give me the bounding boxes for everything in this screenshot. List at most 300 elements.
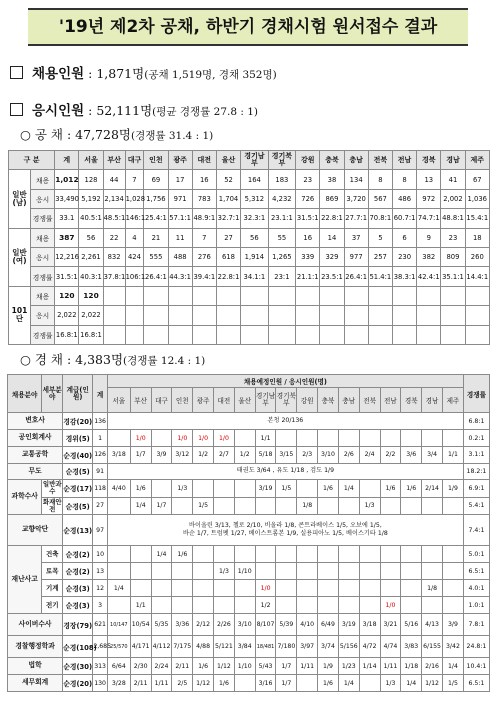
merged-detail-cell	[107, 413, 463, 430]
table-cell	[168, 306, 192, 325]
table-cell	[320, 306, 344, 325]
region-cell: 1/7	[151, 497, 172, 515]
row-label: 경쟁률	[31, 267, 55, 286]
table-row	[8, 413, 490, 430]
region-cell: 1/6	[318, 480, 339, 498]
region-cell	[234, 430, 255, 447]
field-cell: 변호사	[8, 413, 63, 430]
table-cell	[392, 286, 416, 305]
table-cell	[216, 306, 240, 325]
total-cell: 97	[93, 515, 108, 546]
region-cell: 1/6	[401, 480, 422, 498]
table-cell: 44.3:1	[168, 267, 192, 286]
region-cell	[401, 563, 422, 580]
table-cell: 48.5:1	[103, 209, 125, 228]
ratio-cell: 3.1:1	[463, 447, 489, 464]
recruit-value: 1,871명	[96, 66, 145, 81]
region-cell: 2/30	[130, 658, 151, 675]
table-cell: 134	[344, 170, 368, 189]
region-cell: 1/9	[442, 480, 463, 498]
region-cell	[234, 597, 255, 614]
rank-cell: 순경(17)	[63, 480, 93, 498]
region-cell: 5/156	[338, 636, 359, 658]
ratio-cell: 6.8:1	[463, 413, 489, 430]
table-cell: 7	[125, 170, 144, 189]
row-label: 경쟁률	[31, 325, 55, 344]
region-cell	[380, 563, 401, 580]
region-cell: 10/147	[107, 614, 130, 636]
region-cell	[151, 563, 172, 580]
public-summary	[20, 125, 213, 143]
table-cell	[296, 325, 320, 344]
region-cell: 8/107	[255, 614, 276, 636]
region-cell	[130, 563, 151, 580]
region-cell	[172, 580, 193, 597]
subfield-cell: 토목	[42, 563, 63, 580]
table-row	[9, 286, 490, 305]
table-row	[8, 658, 490, 675]
region-cell	[380, 430, 401, 447]
table-cell: 48.9:1	[192, 209, 216, 228]
region-cell	[318, 497, 339, 515]
region-cell	[338, 580, 359, 597]
table-cell: 16	[296, 228, 320, 247]
region-cell	[318, 563, 339, 580]
region-cell: 1/18	[401, 658, 422, 675]
region-cell	[318, 597, 339, 614]
region-cell: 1/0	[193, 430, 214, 447]
region-cell: 4/10	[297, 614, 318, 636]
region-cell: 2/26	[214, 614, 235, 636]
region-cell	[214, 497, 235, 515]
region-cell: 1/4	[338, 675, 359, 692]
region-cell: 6/49	[318, 614, 339, 636]
table-cell: 15.4:1	[465, 209, 489, 228]
region-header-cell: 강원	[297, 388, 318, 413]
table-cell: 56	[241, 228, 269, 247]
public-detail: (경쟁률 31.4 : 1)	[130, 130, 214, 142]
region-cell: 1/12	[214, 658, 235, 675]
region-cell	[193, 580, 214, 597]
field-cell: 법학	[8, 658, 63, 675]
table-cell: 8	[368, 170, 392, 189]
document-title: '19년 제2차 공채, 하반기 경채시험 원서접수 결과	[58, 17, 438, 37]
table-cell: 17	[168, 170, 192, 189]
region-cell: 1/0	[255, 580, 276, 597]
table-cell: 38.3:1	[392, 267, 416, 286]
rank-cell: 순경(3)	[63, 580, 93, 597]
table-row	[8, 515, 490, 546]
table-cell: 6	[392, 228, 416, 247]
rank-cell: 경장(79)	[63, 614, 93, 636]
table-cell: 977	[344, 247, 368, 266]
table-cell: 567	[368, 189, 392, 208]
table-cell	[103, 325, 125, 344]
table-cell	[268, 306, 296, 325]
region-cell	[442, 563, 463, 580]
region-header-cell: 울산	[234, 388, 255, 413]
table-row	[8, 636, 490, 658]
table-cell: 32.3:1	[241, 209, 269, 228]
checkbox-square-icon	[10, 103, 23, 116]
region-cell: 3/9	[151, 447, 172, 464]
table-cell: 40.5:1	[79, 209, 103, 228]
table-cell: 48.8:1	[441, 209, 465, 228]
table-cell: 11	[168, 228, 192, 247]
recruit-label: 채용인원	[32, 66, 85, 82]
table-cell: 120	[55, 286, 79, 305]
region-cell	[318, 580, 339, 597]
table-cell: 74.7:1	[417, 209, 441, 228]
table-cell	[320, 286, 344, 305]
region-cell	[234, 497, 255, 515]
region-cell: 5/43	[255, 658, 276, 675]
region-cell: 7/180	[276, 636, 297, 658]
table-cell	[168, 286, 192, 305]
table-cell: 14.4:1	[465, 267, 489, 286]
table-cell: 41	[441, 170, 465, 189]
table-cell: 69	[144, 170, 168, 189]
region-cell: 3/4	[422, 447, 443, 464]
region-cell	[359, 675, 380, 692]
merged-detail-line: 바이올린 3/13, 첼로 2/10, 비올라 1/8, 콘트라베이스 1/5, 오보에 1/5,	[189, 521, 382, 529]
field-cell: 공인회계사	[8, 430, 63, 447]
region-cell: 6/64	[107, 658, 130, 675]
table-cell: 618	[216, 247, 240, 266]
table-cell: 14	[320, 228, 344, 247]
subfield-cell: 기계	[42, 580, 63, 597]
table-cell: 21	[144, 228, 168, 247]
table-cell	[368, 286, 392, 305]
region-cell: 10/54	[130, 614, 151, 636]
table-cell	[268, 286, 296, 305]
header-cell: 대전	[192, 151, 216, 170]
region-cell: 25/570	[107, 636, 130, 658]
region-cell: 3/16	[255, 675, 276, 692]
table-cell: 22.8:1	[320, 209, 344, 228]
rank-cell: 경위(5)	[63, 430, 93, 447]
region-cell: 1/6	[214, 675, 235, 692]
table-header-row	[9, 151, 490, 170]
region-cell: 1/3	[380, 675, 401, 692]
header-cell: 대구	[125, 151, 144, 170]
region-cell	[297, 675, 318, 692]
table-cell: 424	[125, 247, 144, 266]
region-cell	[442, 597, 463, 614]
table-cell	[144, 306, 168, 325]
rank-cell: 경감(20)	[63, 413, 93, 430]
region-header-cell: 경기북부	[276, 388, 297, 413]
rank-cell: 순경(108)	[63, 636, 93, 658]
table-cell	[441, 325, 465, 344]
table-cell: 23	[296, 170, 320, 189]
region-cell: 1/2	[255, 597, 276, 614]
region-cell: 1/0	[130, 430, 151, 447]
header-cell: 경북	[417, 151, 441, 170]
total-cell: 91	[93, 463, 108, 480]
ratio-cell: 10.4:1	[463, 658, 489, 675]
row-label: 응시	[31, 247, 55, 266]
header-cell: 채용분야	[8, 375, 42, 413]
table-cell: 52	[216, 170, 240, 189]
group-label: 101단	[9, 286, 31, 344]
table-cell: 23	[441, 228, 465, 247]
table-row	[9, 209, 490, 228]
table-cell: 40.3:1	[79, 267, 103, 286]
table-cell	[441, 306, 465, 325]
table-cell	[465, 325, 489, 344]
table-row	[8, 563, 490, 580]
region-cell	[422, 563, 443, 580]
region-cell: 1/11	[297, 658, 318, 675]
region-cell: 1/5	[193, 497, 214, 515]
region-cell: 1/11	[151, 675, 172, 692]
region-cell	[359, 597, 380, 614]
region-cell: 2/3	[297, 447, 318, 464]
table-cell: 56	[79, 228, 103, 247]
table-cell: 2,002	[441, 189, 465, 208]
region-cell: 3/19	[255, 480, 276, 498]
region-cell	[214, 546, 235, 563]
ratio-cell: 24.8:1	[463, 636, 489, 658]
total-cell: 130	[93, 675, 108, 692]
recruit-summary: 채용인원 : 1,871명(공채 1,519명, 경채 352명)	[10, 62, 277, 82]
total-cell: 13	[93, 563, 108, 580]
table-cell	[241, 325, 269, 344]
table-cell: 971	[168, 189, 192, 208]
header-cell: 세부분야	[42, 375, 63, 413]
region-cell	[151, 480, 172, 498]
region-cell: 4/13	[422, 614, 443, 636]
region-cell: 3/18	[359, 614, 380, 636]
total-cell: 313	[93, 658, 108, 675]
table-cell	[192, 306, 216, 325]
table-cell	[216, 286, 240, 305]
region-cell: 1/6	[380, 480, 401, 498]
region-cell: 1/12	[422, 675, 443, 692]
region-cell	[172, 497, 193, 515]
region-cell	[234, 675, 255, 692]
region-cell	[276, 546, 297, 563]
table-cell: 230	[392, 247, 416, 266]
table-row	[8, 430, 490, 447]
region-cell: 3/84	[234, 636, 255, 658]
table-cell: 12,216	[55, 247, 79, 266]
region-cell: 3/19	[338, 614, 359, 636]
region-cell	[359, 580, 380, 597]
table-cell	[144, 325, 168, 344]
table-row	[8, 675, 490, 692]
region-cell	[107, 597, 130, 614]
region-cell: 3/21	[380, 614, 401, 636]
region-header-cell: 부산	[130, 388, 151, 413]
region-cell: 1/5	[276, 480, 297, 498]
table-row	[9, 267, 490, 286]
region-cell: 1/8	[297, 497, 318, 515]
region-cell: 3/10	[318, 447, 339, 464]
table-row	[8, 447, 490, 464]
table-row	[9, 189, 490, 208]
region-cell	[193, 546, 214, 563]
rank-cell: 순경(30)	[63, 658, 93, 675]
table-cell: 1,756	[144, 189, 168, 208]
region-cell: 2/16	[422, 658, 443, 675]
table-header-row	[8, 375, 490, 388]
table-cell: 22	[103, 228, 125, 247]
region-header-cell: 대전	[214, 388, 235, 413]
merged-detail-cell	[107, 515, 463, 546]
table-cell: 7	[192, 228, 216, 247]
region-cell	[338, 563, 359, 580]
table-cell: 183	[268, 170, 296, 189]
region-cell	[297, 430, 318, 447]
region-cell: 2/5	[172, 675, 193, 692]
region-header-cell: 대구	[151, 388, 172, 413]
total-cell: 136	[93, 413, 108, 430]
field-cell: 교통공학	[8, 447, 63, 464]
table-cell: 3,720	[344, 189, 368, 208]
region-cell: 18/481	[255, 636, 276, 658]
region-cell	[422, 430, 443, 447]
table-cell: 5	[368, 228, 392, 247]
table-cell: 33,490	[55, 189, 79, 208]
table-cell	[268, 325, 296, 344]
total-cell: 2,685	[93, 636, 108, 658]
table-cell: 382	[417, 247, 441, 266]
header-cell: 계	[93, 375, 108, 413]
table-cell: 55	[268, 228, 296, 247]
table-cell: 260	[465, 247, 489, 266]
total-cell: 3	[93, 597, 108, 614]
region-cell: 2/24	[151, 658, 172, 675]
header-cell: 채용예정인원 / 응시인원(명)	[107, 375, 463, 388]
region-cell	[297, 480, 318, 498]
region-cell: 3/36	[172, 614, 193, 636]
rank-cell: 순경(40)	[63, 447, 93, 464]
ratio-cell: 1.0:1	[463, 597, 489, 614]
table-cell	[192, 286, 216, 305]
region-header-cell: 충남	[338, 388, 359, 413]
region-cell	[214, 597, 235, 614]
region-cell: 1/6	[193, 658, 214, 675]
region-header-cell: 전북	[359, 388, 380, 413]
field-cell: 과학수사	[8, 480, 42, 515]
merged-detail-cell	[107, 463, 463, 480]
table-cell: 32.7:1	[216, 209, 240, 228]
region-cell	[151, 597, 172, 614]
region-cell	[318, 546, 339, 563]
region-cell: 1/4	[442, 658, 463, 675]
table-cell: 339	[296, 247, 320, 266]
table-cell: 809	[441, 247, 465, 266]
table-cell: 25.4:1	[144, 209, 168, 228]
region-cell: 4/171	[130, 636, 151, 658]
region-cell: 3/6	[401, 447, 422, 464]
region-cell: 1/12	[193, 675, 214, 692]
region-cell	[338, 546, 359, 563]
table-row	[9, 228, 490, 247]
table-row	[9, 247, 490, 266]
table-cell: 276	[192, 247, 216, 266]
region-cell	[442, 497, 463, 515]
region-cell	[442, 430, 463, 447]
table-cell	[241, 286, 269, 305]
table-cell: 16	[192, 170, 216, 189]
region-cell: 3/42	[442, 636, 463, 658]
region-cell	[297, 546, 318, 563]
region-header-cell: 전남	[380, 388, 401, 413]
table-row	[8, 580, 490, 597]
table-row	[9, 170, 490, 189]
region-cell	[193, 563, 214, 580]
table-cell: 44	[103, 170, 125, 189]
region-cell: 5/35	[151, 614, 172, 636]
row-label: 응시	[31, 306, 55, 325]
total-cell: 126	[93, 447, 108, 464]
merged-detail-line: 본청 20/136	[267, 416, 304, 424]
table-cell	[125, 286, 144, 305]
table-cell: 488	[168, 247, 192, 266]
table-cell	[296, 286, 320, 305]
region-cell: 1/3	[172, 480, 193, 498]
region-cell: 6/155	[422, 636, 443, 658]
subfield-cell: 화재안전	[42, 497, 62, 513]
table-cell: 26.4:1	[344, 267, 368, 286]
region-cell	[255, 546, 276, 563]
table-cell: 67	[465, 170, 489, 189]
group-label: 일반(남)	[9, 170, 31, 228]
region-cell: 1/14	[359, 658, 380, 675]
table-cell	[344, 325, 368, 344]
table-cell: 16.8:1	[55, 325, 79, 344]
header-cell: 충북	[320, 151, 344, 170]
region-cell: 3/18	[107, 447, 130, 464]
region-cell: 3/10	[234, 614, 255, 636]
header-cell: 계급(인원)	[63, 375, 93, 413]
subfield-cell: 건축	[42, 546, 63, 563]
checkbox-square-icon	[10, 66, 23, 79]
region-cell	[359, 546, 380, 563]
table-row	[8, 463, 490, 480]
region-cell: 1/10	[234, 563, 255, 580]
header-cell: 경남	[441, 151, 465, 170]
region-cell	[234, 480, 255, 498]
table-cell: 27	[216, 228, 240, 247]
total-cell: 10	[93, 546, 108, 563]
table-cell	[392, 306, 416, 325]
table-cell	[417, 306, 441, 325]
region-cell	[214, 580, 235, 597]
table-cell: 1,914	[241, 247, 269, 266]
table-cell	[441, 286, 465, 305]
region-cell	[151, 430, 172, 447]
ratio-cell: 6.9:1	[463, 480, 489, 498]
region-cell: 2/11	[172, 658, 193, 675]
region-cell	[276, 430, 297, 447]
region-cell	[338, 430, 359, 447]
merged-detail-line: 바순 1/7, 트럼펫 1/27, 베이스트롬본 1/9, 실용피아노 1/5, 베이스기타 1/8	[182, 530, 388, 537]
subfield-cell: 일반과수	[42, 480, 62, 496]
region-cell: 3/83	[401, 636, 422, 658]
ratio-cell: 0.2:1	[463, 430, 489, 447]
table-cell: 31.5:1	[296, 209, 320, 228]
region-cell	[297, 597, 318, 614]
applicant-label: 응시인원	[32, 103, 85, 119]
region-cell: 2/14	[422, 480, 443, 498]
header-cell: 경기남부	[241, 151, 269, 170]
region-cell	[422, 497, 443, 515]
table-cell	[296, 306, 320, 325]
